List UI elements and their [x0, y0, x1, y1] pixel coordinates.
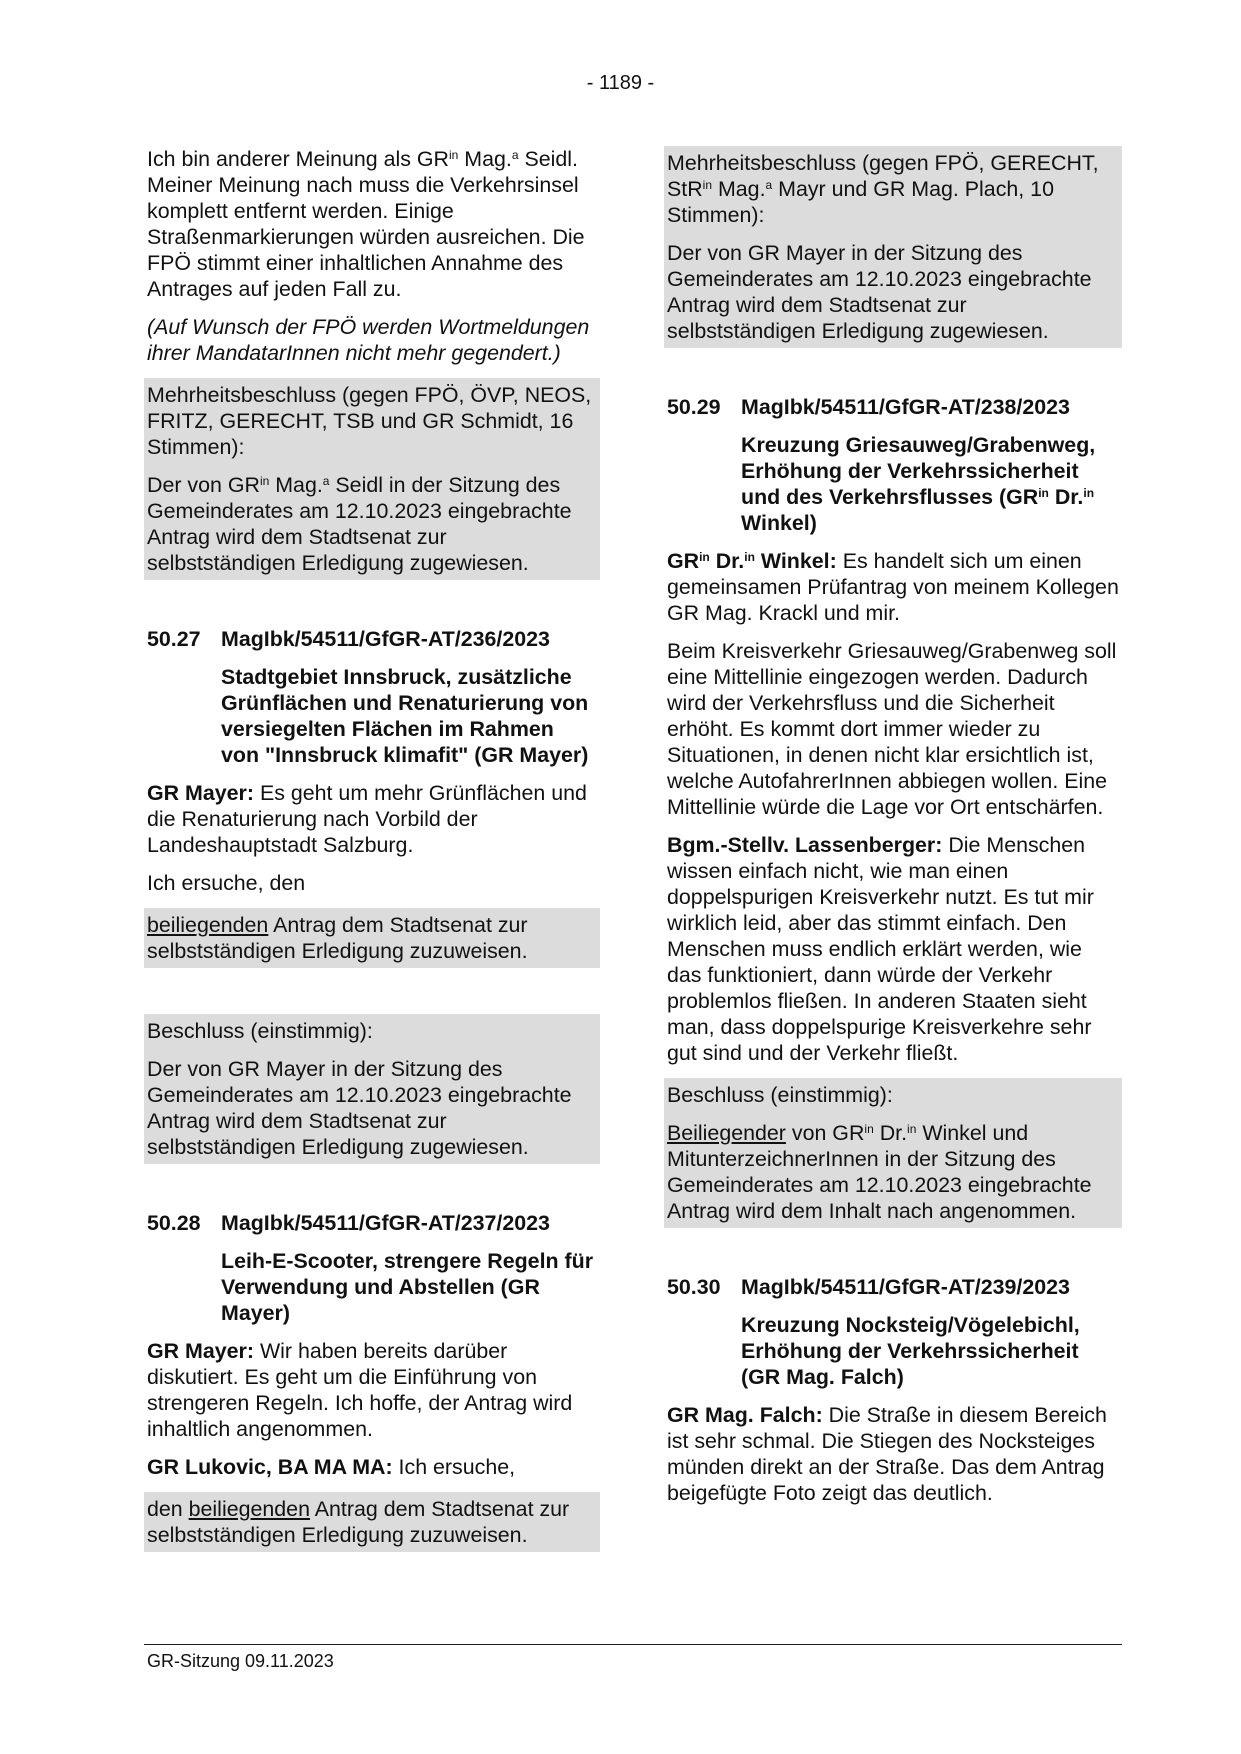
section-number: 50.27	[147, 627, 201, 651]
request-block: den beiliegenden Antrag dem Stadtsenat zur selbstständigen Erledigung zuzuweisen.	[144, 1492, 600, 1552]
section-title: Kreuzung Griesauweg/Grabenweg, Erhöhung der Verkehrssicherheit und des Verkehrsflusses ($GR^{in}$ Dr.$^{in}$ Winkel)	[741, 433, 1096, 535]
decision-text: Der von GR Mayer in der Sitzung des Gemeinderates am 12.10.2023 eingebrachte Antrag wird dem Stadtsenat zur selbstständigen Erledigung zugewiesen.	[667, 241, 1092, 343]
intro-paragraph: Ich bin anderer Meinung als $GR^{in}$ Mag.$^a$ Seidl. Meiner Meinung nach muss die Verkehrsinsel komplett entfernt werden. Einige Straßenmarkierungen würden ausreichen. Die FPÖ stimmt einer inhaltlichen Annahme des Antrages auf jeden Fall zu.	[147, 147, 585, 301]
section-title: Leih-E-Scooter, strengere Regeln für Verwendung und Abstellen (GR Mayer)	[221, 1249, 594, 1325]
speech-paragraph: GR Mag. Falch: Die Straße in diesem Bereich ist sehr schmal. Die Stiegen des Nocksteiges münden direkt an der Straße. Das dem Antrag beigefügte Foto zeigt das deutlich.	[667, 1403, 1107, 1505]
section-heading	[144, 626, 600, 652]
decision-text: Beiliegender von $GR^{in}$ Dr.$^{in}$ Winkel und MitunterzeichnerInnen in der Sitzung des Gemeinderates am 12.10.2023 eingebrachte Antrag wird dem Inhalt nach angenommen.	[667, 1121, 1092, 1223]
speaker-name: GR Mag. Falch:	[667, 1403, 823, 1427]
page-number: - 1189 -	[586, 72, 655, 94]
decision-block	[664, 146, 1122, 348]
section-heading	[664, 1274, 1122, 1300]
speaker-name: GR Mayer:	[147, 781, 254, 805]
decision-text: Der von GR Mayer in der Sitzung des Gemeinderates am 12.10.2023 eingebrachte Antrag wird dem Stadtsenat zur selbstständigen Erledigung zugewiesen.	[147, 1057, 572, 1159]
section-title: Kreuzung Nocksteig/Vögelebichl, Erhöhung der Verkehrssicherheit (GR Mag. Falch)	[741, 1313, 1080, 1389]
section-number: 50.30	[667, 1275, 721, 1299]
speaker-name: $GR^{in}$ Dr.$^{in}$ Winkel:	[667, 549, 837, 573]
speech-paragraph: GR Mayer: Es geht um mehr Grünflächen und die Renaturierung nach Vorbild der Landeshauptstadt Salzburg.	[147, 781, 587, 857]
decision-block	[664, 1078, 1122, 1228]
decision-title: Beschluss (einstimmig):	[667, 1083, 893, 1107]
section-number: 50.29	[667, 395, 721, 419]
section-heading	[664, 394, 1122, 420]
speech-paragraph: $GR^{in}$ Dr.$^{in}$ Winkel: Es handelt sich um einen gemeinsamen Prüfantrag von meinem Kollegen GR Mag. Krackl und mir.	[667, 549, 1119, 625]
section-number: 50.28	[147, 1211, 201, 1235]
section-reference: MagIbk/54511/GfGR-AT/239/2023	[741, 1275, 1070, 1299]
speaker-name: Bgm.-Stellv. Lassenberger:	[667, 833, 943, 857]
decision-text: Der von $GR^{in}$ Mag.$^a$ Seidl in der Sitzung des Gemeinderates am 12.10.2023 eingebrachte Antrag wird dem Stadtsenat zur selbstständigen Erledigung zugewiesen.	[147, 473, 572, 575]
request-block: beiliegenden Antrag dem Stadtsenat zur selbstständigen Erledigung zuzuweisen.	[144, 908, 600, 968]
section-heading	[144, 1210, 600, 1236]
right-column	[664, 146, 1122, 1518]
speech-paragraph: GR Mayer: Wir haben bereits darüber diskutiert. Es geht um die Einführung von strengeren Regeln. Ich hoffe, der Antrag wird inhaltlich angenommen.	[147, 1339, 573, 1441]
left-column	[144, 146, 600, 1552]
section-reference: MagIbk/54511/GfGR-AT/236/2023	[221, 627, 550, 651]
speaker-name: GR Mayer:	[147, 1339, 254, 1363]
decision-title: Mehrheitsbeschluss (gegen FPÖ, GERECHT, StR$^{in}$ Mag.$^a$ Mayr und GR Mag. Plach, 10 Stimmen):	[667, 151, 1099, 227]
gender-note: (Auf Wunsch der FPÖ werden Wortmeldungen ihrer MandatarInnen nicht mehr gegendert.)	[147, 315, 590, 365]
footer-divider	[144, 1644, 1122, 1645]
section-reference: MagIbk/54511/GfGR-AT/238/2023	[741, 395, 1070, 419]
speech-paragraph: Beim Kreisverkehr Griesauweg/Grabenweg soll eine Mittellinie eingezogen werden. Dadurch wird der Verkehrsfluss und die Sicherheit erhöht. Es kommt dort immer wieder zu Situationen, in denen nicht klar ersichtlich ist, welche AutofahrerInnen abbiegen wollen. Eine Mittellinie würde die Lage vor Ort entschärfen.	[667, 639, 1117, 819]
decision-block	[144, 1014, 600, 1164]
speaker-name: GR Lukovic, BA MA MA:	[147, 1455, 393, 1479]
decision-title: Mehrheitsbeschluss (gegen FPÖ, ÖVP, NEOS, FRITZ, GERECHT, TSB und GR Schmidt, 16 Stimmen):	[147, 383, 592, 459]
decision-title: Beschluss (einstimmig):	[147, 1019, 373, 1043]
section-reference: MagIbk/54511/GfGR-AT/237/2023	[221, 1211, 550, 1235]
section-title: Stadtgebiet Innsbruck, zusätzliche Grünflächen und Renaturierung von versiegelten Flächen im Rahmen von "Innsbruck klimafit" (GR Mayer)	[221, 665, 589, 767]
speech-paragraph: Bgm.-Stellv. Lassenberger: Die Menschen wissen einfach nicht, wie man einen doppelspurigen Kreisverkehr nutzt. Es tut mir wirklich leid, aber das stimmt einfach. Den Menschen muss endlich erklärt werden, wie das funktioniert, dann würde der Verkehr problemlos fließen. In anderen Staaten sieht man, dass doppelspurige Kreisverkehre sehr gut sind und der Verkehr fließt.	[667, 833, 1094, 1065]
speech-paragraph: GR Lukovic, BA MA MA: Ich ersuche,	[147, 1455, 516, 1479]
request-line: Ich ersuche, den	[147, 871, 306, 895]
decision-block	[144, 378, 600, 580]
footer-text: GR-Sitzung 09.11.2023	[147, 1651, 334, 1671]
